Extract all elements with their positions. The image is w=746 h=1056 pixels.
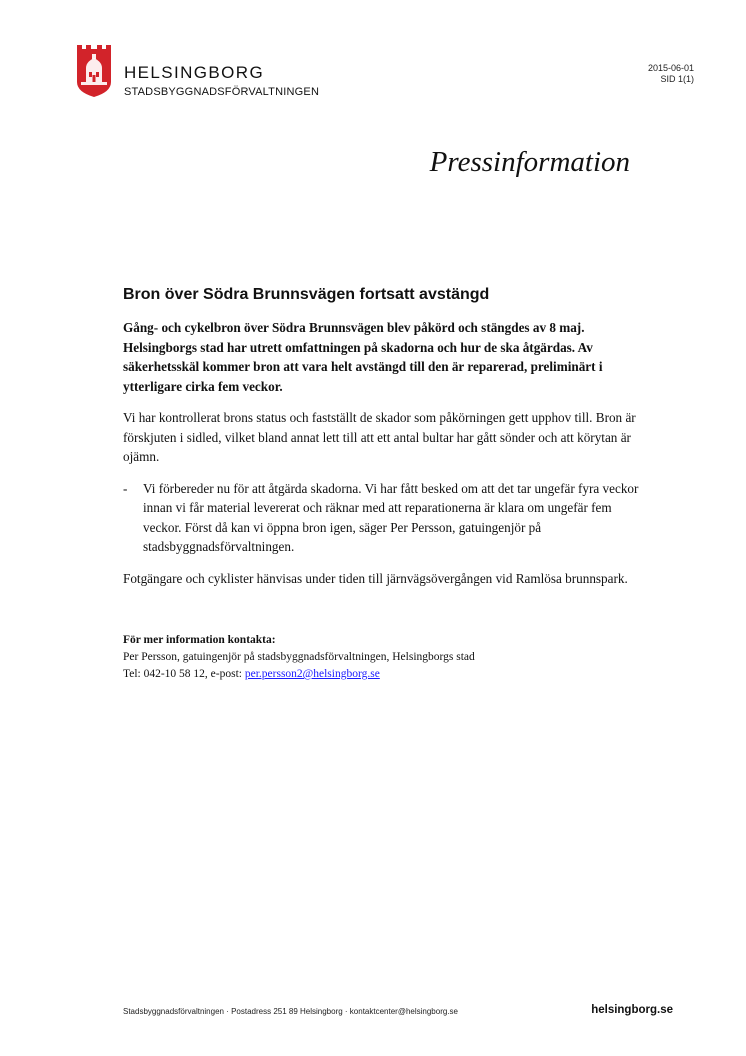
helsingborg-crest-logo <box>76 44 112 98</box>
quote-dash: - <box>123 480 128 496</box>
document-date: 2015-06-01 <box>647 63 694 73</box>
footer-website: helsingborg.se <box>591 1004 673 1016</box>
contact-line <box>123 666 643 683</box>
quote-text: Vi förbereder nu för att åtgärda skadorna. Vi har fått besked om att det tar ungefär fyra veckor innan vi får material levererat och räknar med att reparationerna är klara om ungefär fem veckor. Först då kan vi öppna bron igen, säger Per Persson, gatuingenjör på stadsbyggnadsförvaltningen. <box>143 480 639 554</box>
org-department: STADSBYGGNADSFÖRVALTNINGEN <box>124 86 320 98</box>
contact-phone: Tel: 042-10 58 12, e-post: <box>123 668 245 680</box>
contact-email-link[interactable]: per.persson2@helsingborg.se <box>244 668 380 680</box>
article-paragraph: Vi har kontrollerat brons status och fastställt de skador som påkörningen gett upphov till. Bron är förskjuten i sidled, vilket bland annat lett till att ett antal bultar har gått sönder och att körytan är ojämn. <box>123 410 636 464</box>
footer-address: Stadsbyggnadsförvaltningen · Postadress 251 89 Helsingborg · kontaktcenter@helsingborg.se <box>123 1007 458 1016</box>
contact-person: Per Persson, gatuingenjör på stadsbyggnadsförvaltningen, Helsingborgs stad <box>123 651 475 663</box>
article-lead: Gång- och cykelbron över Södra Brunnsvägen blev påkörd och stängdes av 8 maj. Helsingborgs stad har utrett omfattningen på skadorna och hur de ska åtgärdas. Av säkerhetsskäl kommer bron att vara helt avstängd till den är reparerad, preliminärt i ytterligare cirka fem veckor. <box>123 320 603 394</box>
document-meta <box>648 63 694 85</box>
contact-label: För mer information kontakta: <box>123 634 276 646</box>
document-type-title: Pressinformation <box>429 146 630 178</box>
org-name: HELSINGBORG <box>124 63 265 82</box>
page-number: SID 1(1) <box>660 74 694 84</box>
article-headline: Bron över Södra Brunnsvägen fortsatt avstängd <box>123 286 490 303</box>
contact-block <box>123 632 643 683</box>
article-paragraph-closing: Fotgängare och cyklister hänvisas under tiden till järnvägsövergången vid Ramlösa brunnspark. <box>123 570 628 586</box>
article-body <box>123 286 643 683</box>
article-quote <box>123 479 643 557</box>
